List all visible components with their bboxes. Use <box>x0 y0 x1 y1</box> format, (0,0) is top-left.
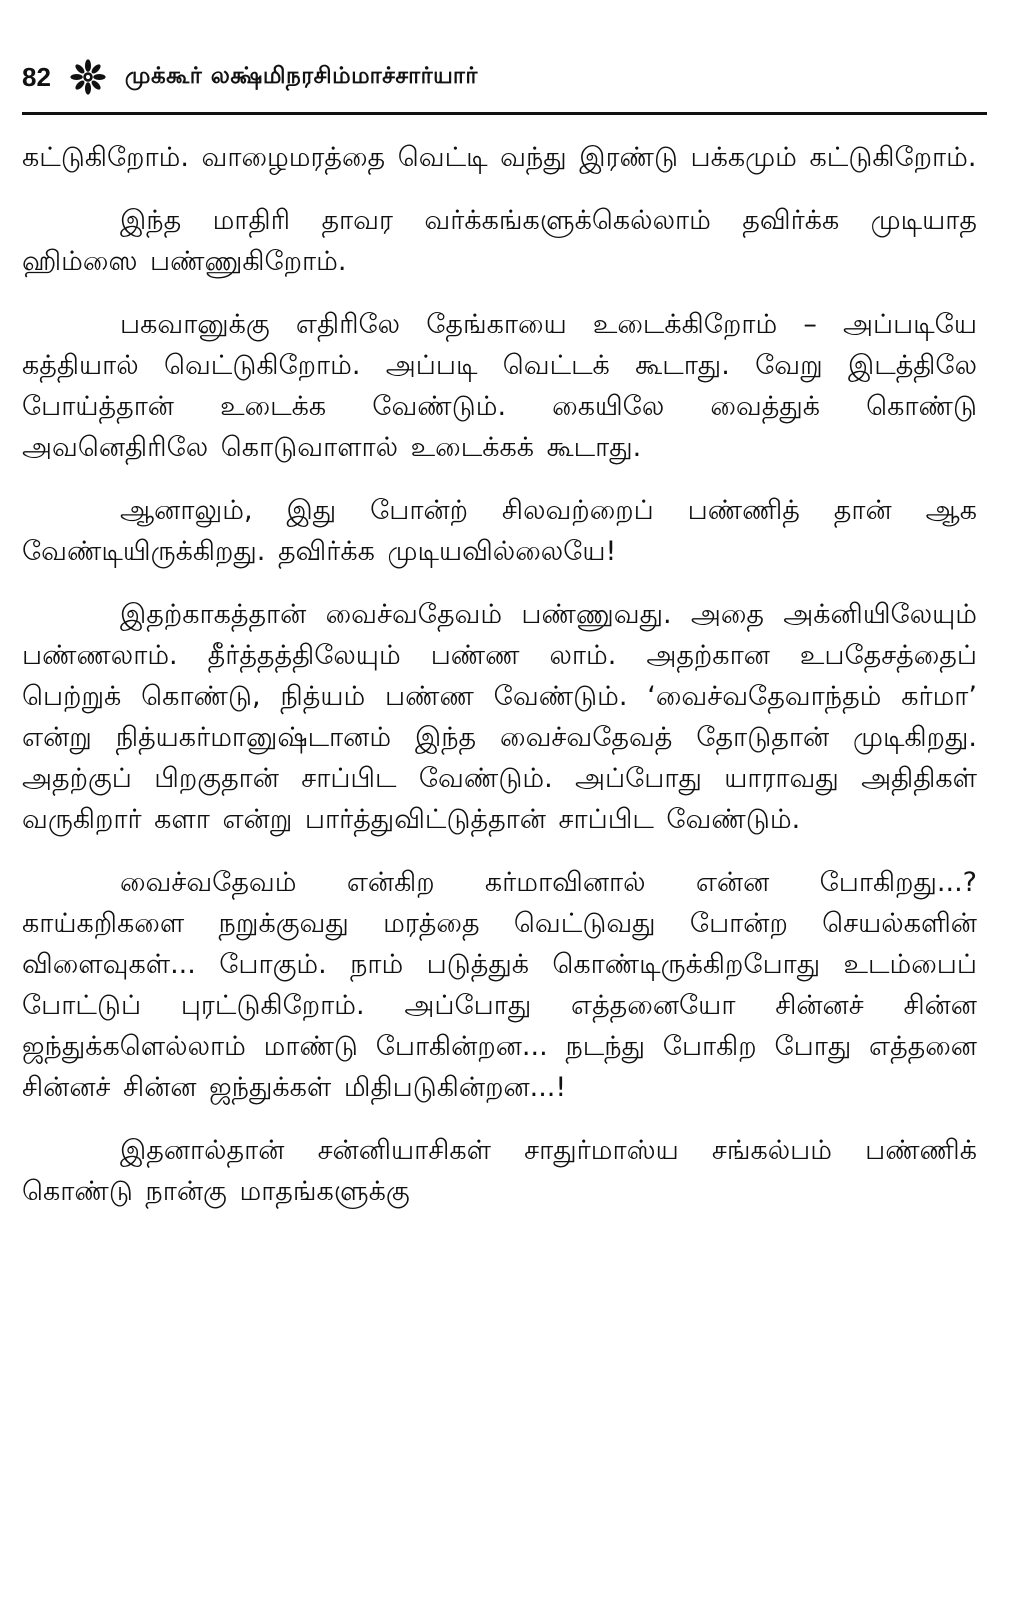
running-title: முக்கூர் லக்ஷ்மிநரசிம்மாச்சார்யார் <box>124 62 478 89</box>
paragraph: கட்டுகிறோம். வாழைமரத்தை வெட்டி வந்து இரண்டு பக்கமும் கட்டுகிறோம். <box>22 142 977 173</box>
body-text <box>22 137 977 1212</box>
paragraph: இதனால்தான் சன்னியாசிகள் சாதுர்மாஸ்ய சங்கல்பம் பண்ணிக் கொண்டு நான்கு மாதங்களுக்கு <box>22 1135 977 1207</box>
page-number: 82 <box>22 61 51 92</box>
page-header <box>22 52 987 102</box>
paragraph: இந்த மாதிரி தாவர வர்க்கங்களுக்கெல்லாம் தவிர்க்க முடியாத ஹிம்ஸை பண்ணுகிறோம். <box>22 205 977 277</box>
paragraph: ஆனாலும், இது போன்ற் சிலவற்றைப் பண்ணித் தான் ஆக வேண்டியிருக்கிறது. தவிர்க்க முடியவில்லையே! <box>22 495 977 567</box>
flower-ornament-icon <box>69 58 107 96</box>
paragraph: பகவானுக்கு எதிரிலே தேங்காயை உடைக்கிறோம் – அப்படியே கத்தியால் வெட்டுகிறோம். அப்படி வெட்டக் கூடாது. வேறு இடத்திலே போய்த்தான் உடைக்க வேண்டும். கையிலே வைத்துக் கொண்டு அவனெதிரிலே கொடுவாளால் உடைக்கக் கூடாது. <box>22 309 977 463</box>
header-rule <box>22 112 987 115</box>
paragraph: வைச்வதேவம் என்கிற கர்மாவினால் என்ன போகிறது...? காய்கறிகளை நறுக்குவது மரத்தை வெட்டுவது போன்ற செயல்களின் விளைவுகள்... போகும். நாம் படுத்துக் கொண்டிருக்கிறபோது உடம்பைப் போட்டுப் புரட்டுகிறோம். அப்போது எத்தனையோ சின்னச் சின்ன ஜந்துக்களெல்லாம் மாண்டு போகின்றன... நடந்து போகிற போது எத்தனை சின்னச் சின்ன ஜந்துக்கள் மிதிபடுகின்றன...! <box>22 867 977 1103</box>
paragraph: இதற்காகத்தான் வைச்வதேவம் பண்ணுவது. அதை அக்னியிலேயும் பண்ணலாம். தீர்த்தத்திலேயும் பண்ண லாம். அதற்கான உபதேசத்தைப் பெற்றுக் கொண்டு, நித்யம் பண்ண வேண்டும். ‘வைச்வதேவாந்தம் கர்மா’ என்று நித்யகர்மானுஷ்டானம் இந்த வைச்வதேவத் தோடுதான் முடிகிறது. அதற்குப் பிறகுதான் சாப்பிட வேண்டும். அப்போது யாராவது அதிதிகள் வருகிறார் களா என்று பார்த்துவிட்டுத்தான் சாப்பிட வேண்டும். <box>22 599 977 835</box>
